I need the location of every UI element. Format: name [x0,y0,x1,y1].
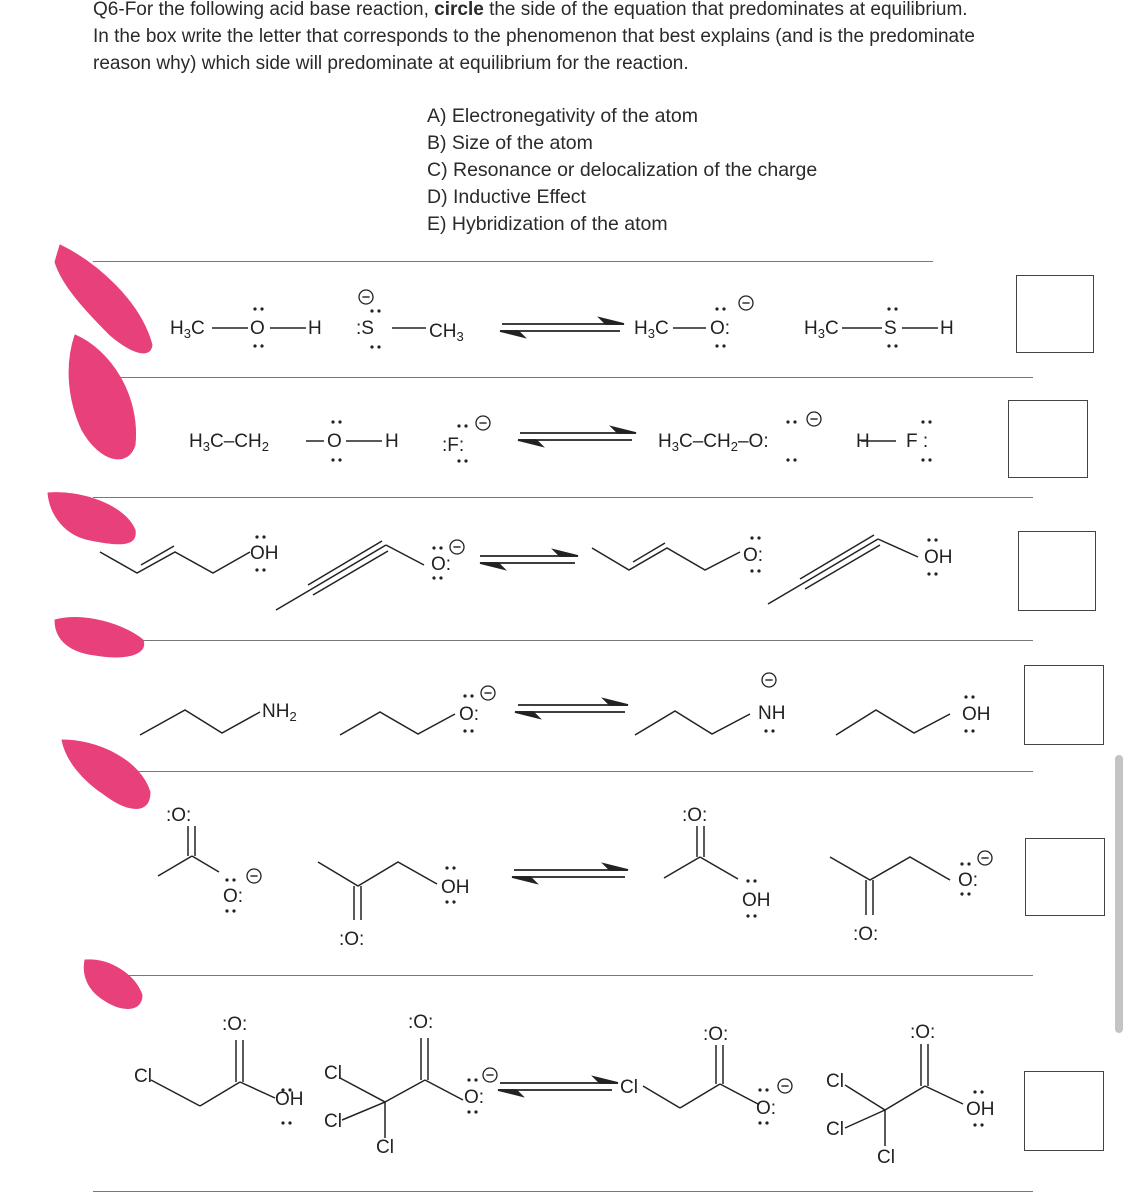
question-line1-pre: For the following acid base reaction, [124,0,435,20]
r6-o-minus-3: O: [756,1098,777,1119]
r5-aceticacid-oh: OH [742,890,771,911]
eq-arrow-1 [500,318,624,337]
r3-o-minus-left: O: [431,554,452,575]
option-a: A) Electronegativity of the atom [427,105,698,127]
r1-o: O [250,318,265,339]
r1-o-minus: O: [710,318,731,339]
r2-hf-f: F : [906,431,929,452]
pink-mark-6 [84,960,142,1009]
question-line-2: In the box write the letter that corresponds to the phenomenon that best explains (and is the predominate [93,26,975,47]
pink-marks [48,245,152,1008]
r2-ethoxide: $H_3C-CH_2-O$: [658,431,769,454]
question-id: Q6- [93,0,125,20]
r6-cl-4a: Cl [826,1071,844,1092]
r6-cl-4b: Cl [826,1119,844,1140]
eq-arrow-2 [518,427,636,446]
r1-s: S [884,318,897,339]
eq-arrow-5 [512,864,628,883]
r6-oh-4: OH [966,1099,995,1120]
r4-nh2: $NH_2$ [262,701,297,724]
question-line1-post: the side of the equation that predominates at equilibrium. [483,0,968,20]
pink-mark-5 [62,740,150,809]
vertical-scrollbar[interactable] [1115,755,1123,1033]
pink-mark-2 [69,335,135,459]
r5-isobutyrate-carbonyl-o: :O: [853,924,879,945]
r3-o-minus-right: O: [743,545,764,566]
eq-arrow-4 [515,699,628,718]
r4-oh: OH [962,704,991,725]
r6-cl-2b: Cl [324,1111,342,1132]
r5-isobutyrate-o-minus: O: [958,870,979,891]
equilibrium-arrows [480,318,636,1096]
question-line1-bold: circle [434,0,484,20]
question-line-3: reason why) which side will predominate at equilibrium for the reaction. [93,53,689,74]
r1-ch3: $CH_3$ [429,321,464,344]
r6-cl-4c: Cl [877,1147,895,1168]
r3-oh-right: OH [924,547,953,568]
r1-h3c-thiol: $H_3C$ [804,318,839,341]
r6-carbonyl-o-2: :O: [408,1012,434,1033]
r6-carbonyl-o-1: :O: [222,1014,248,1035]
pink-mark-3 [48,493,135,544]
r2-ethanol: $H_3C-CH_2$ [189,431,269,454]
r2-o: O [327,431,342,452]
r1-h3c-left: $H_3C$ [170,318,205,341]
eq-arrow-6 [498,1077,618,1096]
r5-acid-oh: OH [441,877,470,898]
r6-cl-2a: Cl [324,1063,342,1084]
r1-sh: H [940,318,954,339]
r6-o-minus-2: O: [464,1087,485,1108]
r2-h: H [385,431,399,452]
option-e: E) Hybridization of the atom [427,213,668,235]
negative-charges [247,290,992,1093]
r5-acid-carbonyl-o: :O: [339,929,365,950]
r1-h: H [308,318,322,339]
r2-fluoride: :F: [442,435,465,456]
option-c: C) Resonance or delocalization of the charge [427,159,818,181]
r4-o-minus: O: [459,704,480,725]
pink-mark-4 [55,618,144,657]
r5-acetate-o-minus: O: [223,886,244,907]
option-d: D) Inductive Effect [427,186,586,208]
r5-acetate-carbonyl-o: :O: [166,805,192,826]
r1-h3c-right: $H_3C$ [634,318,669,341]
r6-cl-3: Cl [620,1077,638,1098]
r6-oh-1: OH [275,1089,304,1110]
r6-cl-1: Cl [134,1066,152,1087]
r6-carbonyl-o-4: :O: [910,1022,936,1043]
r5-aceticacid-carbonyl-o: :O: [682,805,708,826]
pink-mark-1 [55,245,152,353]
r1-s-minus: :S [356,318,374,339]
r4-nh-minus: NH [758,703,786,724]
r2-hf-h: H [856,431,870,452]
r3-oh-left: OH [250,543,279,564]
eq-arrow-3 [480,550,578,569]
r6-carbonyl-o-3: :O: [703,1024,729,1045]
r6-cl-2c: Cl [376,1137,394,1158]
option-b: B) Size of the atom [427,132,593,154]
